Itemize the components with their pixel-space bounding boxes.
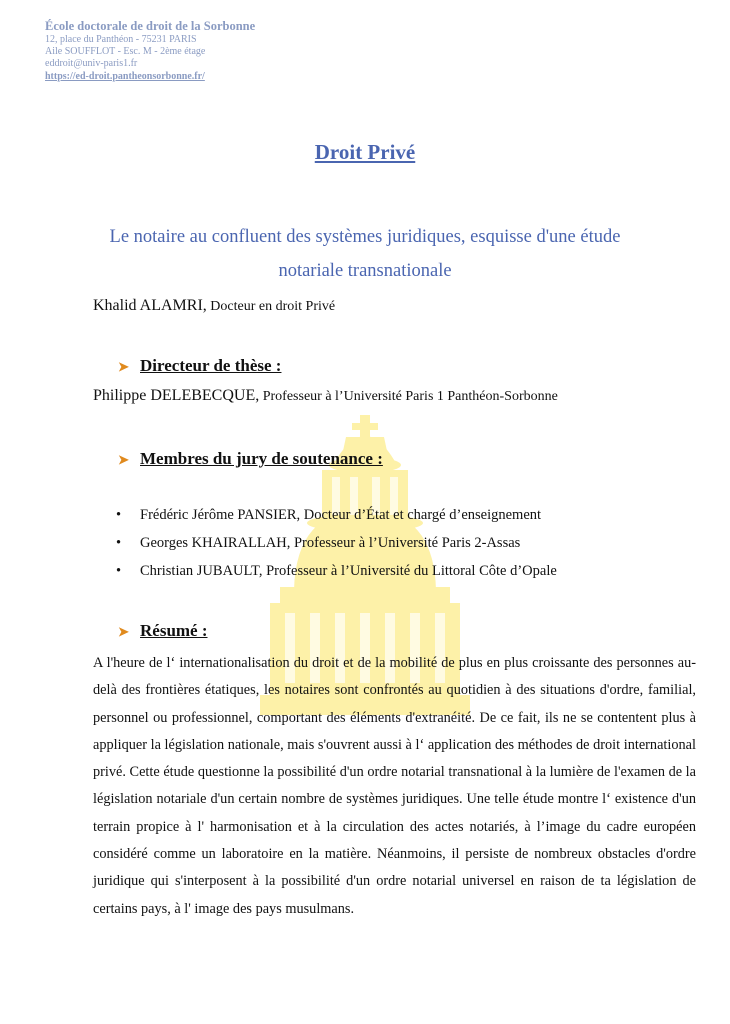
jury-heading — [118, 449, 383, 469]
author-role: Docteur en droit Privé — [206, 299, 336, 314]
author-name: Khalid ALAMRI, — [93, 297, 207, 314]
jury-member: Georges KHAIRALLAH, Professeur à l’Université Paris 2-Assas — [140, 535, 521, 551]
jury-member: Christian JUBAULT, Professeur à l’Université du Littoral Côte d’Opale — [140, 563, 557, 579]
abstract-text: A l'heure de l‘ internationalisation du droit et de la mobilité de plus en plus croissante des personnes au-delà des frontières étatiques, les notaires sont confrontés au quotidien à des situations d'ordre, familial, personnel ou professionnel, comportant des éléments d'extranéité. De ce fait, ils ne se contentent plus à appliquer la législation nationale, mais s'ouvrent aussi à l‘ application des méthodes de droit international privé. Cette étude questionne la possibilité d'un ordre notarial transnational à la lumière de l'examen de la législation notariale d'un certain nombre de systèmes juridiques. Une telle étude montre l‘ existence d'un terrain propice à l' harmonisation et à la circulation des actes notariés, à l’image du cadre européen considéré comme un laboratoire en la matière. Néanmoins, il persiste de nombreux obstacles d'ordre juridique qui s'interposent à la possibilité d'un ordre notarial universel en raison de ta législation de certains pays, à l' image des pays musulmans. — [93, 655, 696, 917]
director-heading — [118, 356, 281, 376]
school-header — [45, 19, 255, 83]
thesis-director — [93, 387, 558, 405]
jury-member: Frédéric Jérôme PANSIER, Docteur d’État et chargé d’enseignement — [140, 507, 542, 523]
director-heading-label: Directeur de thèse : — [140, 356, 282, 375]
list-item — [116, 535, 557, 563]
thesis-title — [70, 220, 660, 288]
school-name: École doctorale de droit de la Sorbonne — [45, 19, 256, 33]
abstract-heading — [118, 621, 208, 641]
building-line: Aile SOUFFLOT - Esc. M - 2ème étage — [45, 46, 206, 58]
arrowhead-bullet-icon: ➤ — [118, 452, 129, 467]
address-line: 12, place du Panthéon - 75231 PARIS — [45, 34, 197, 45]
author — [93, 297, 335, 315]
list-item — [116, 563, 557, 591]
bullet-dot-icon: • — [116, 535, 122, 551]
bullet-dot-icon: • — [116, 563, 122, 579]
abstract-heading-label: Résumé : — [140, 621, 208, 640]
arrowhead-bullet-icon: ➤ — [118, 359, 129, 374]
document-subject: Droit Privé — [314, 140, 416, 164]
thesis-title-line-2: notariale transnationale — [278, 261, 452, 281]
bullet-dot-icon: • — [116, 507, 122, 523]
website-link[interactable]: https://ed-droit.pantheonsorbonne.fr/ — [45, 70, 205, 82]
jury-heading-label: Membres du jury de soutenance : — [140, 449, 383, 468]
director-name: Philippe DELEBECQUE, — [93, 387, 260, 404]
director-role: Professeur à l’Université Paris 1 Panthéon-Sorbonne — [259, 389, 558, 404]
thesis-title-line-1: Le notaire au confluent des systèmes juridiques, esquisse d'une étude — [109, 227, 621, 247]
jury-list — [116, 507, 557, 591]
arrowhead-bullet-icon: ➤ — [118, 624, 129, 639]
list-item — [116, 507, 557, 535]
email-link[interactable]: eddroit@univ-paris1.fr — [45, 58, 138, 70]
